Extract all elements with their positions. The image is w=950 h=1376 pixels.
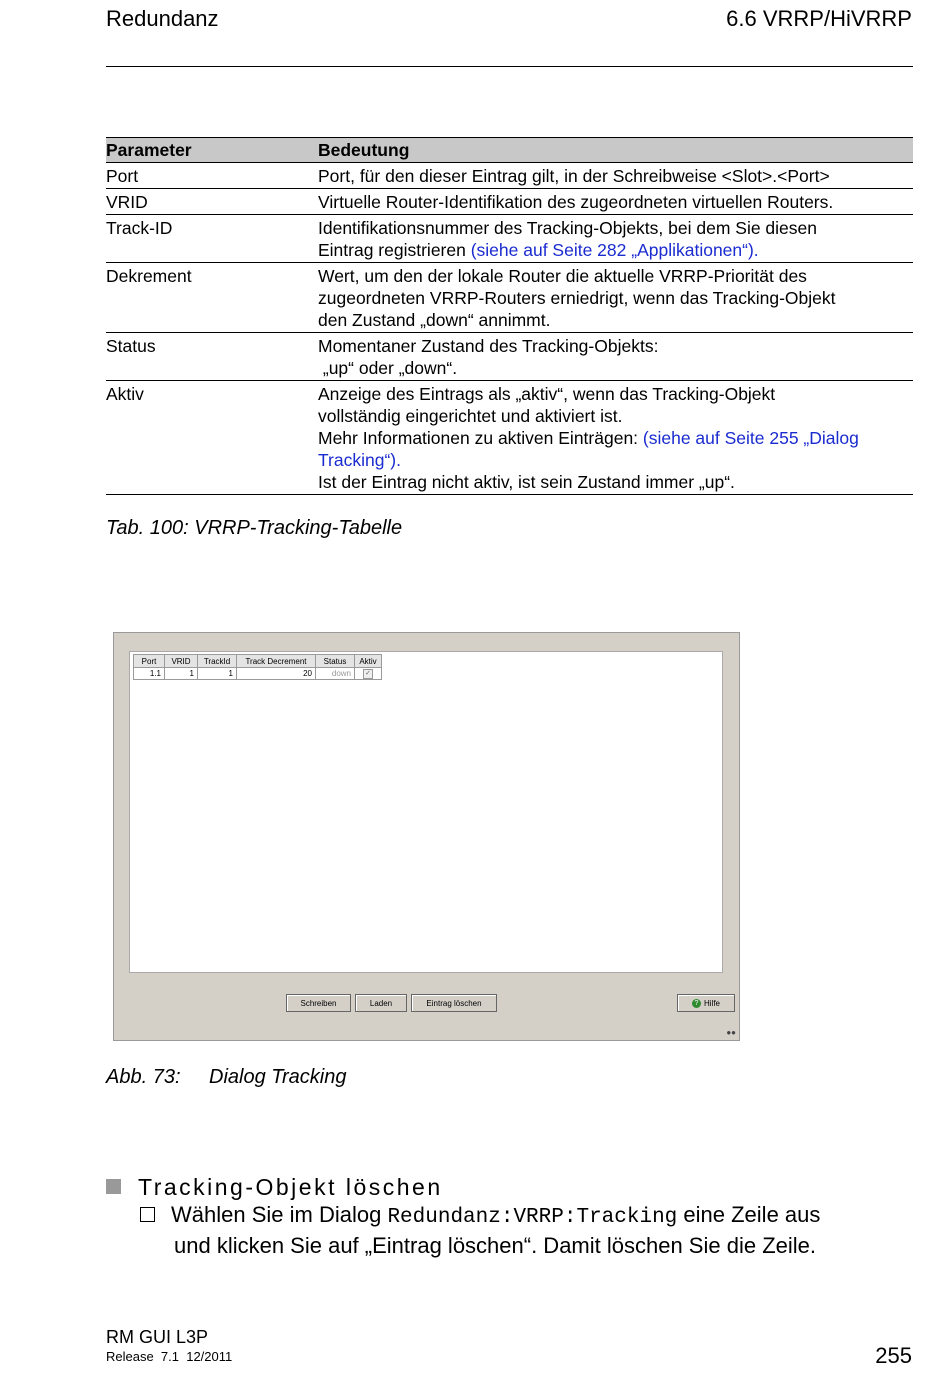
param-description — [318, 189, 913, 215]
figure-caption — [106, 1066, 346, 1089]
param-description — [318, 215, 913, 263]
figure-number: Abb. 73: — [106, 1066, 181, 1088]
param-name: Port — [106, 163, 318, 189]
grid-col-vrid[interactable]: VRID — [165, 655, 198, 668]
running-header-left: Redundanz — [106, 6, 219, 31]
step-text-post: eine Zeile aus — [677, 1202, 821, 1227]
tracking-grid — [133, 654, 382, 680]
table-row — [106, 333, 913, 381]
cell-trackid[interactable]: 1 — [198, 668, 237, 680]
param-description — [318, 333, 913, 381]
dialog-path: Redundanz:VRRP:Tracking — [387, 1206, 678, 1229]
step-text-pre: Wählen Sie im Dialog — [171, 1202, 388, 1227]
description-line: „up“ oder „down“. — [318, 358, 458, 378]
table-caption: Tab. 100: VRRP-Tracking-Tabelle — [106, 517, 403, 539]
description-line: Mehr Informationen zu aktiven Einträgen: — [318, 428, 643, 448]
cell-aktiv[interactable] — [355, 668, 382, 680]
tracking-table-panel — [129, 651, 723, 973]
cell-decrement[interactable]: 20 — [237, 668, 316, 680]
grid-col-aktiv[interactable]: Aktiv — [355, 655, 382, 668]
table-header-row — [106, 138, 913, 163]
description-line: zugeordneten VRRP-Routers erniedrigt, wenn das Tracking-Objekt — [318, 288, 836, 308]
section-bullet-icon — [106, 1179, 121, 1194]
description-line: Port, für den dieser Eintrag gilt, in der Schreibweise <Slot>.<Port> — [318, 166, 830, 186]
param-name: Aktiv — [106, 381, 318, 495]
param-name: Status — [106, 333, 318, 381]
param-name: Track-ID — [106, 215, 318, 263]
table-row — [106, 215, 913, 263]
description-line: Identifikationsnummer des Tracking-Objekts, bei dem Sie diesen — [318, 218, 817, 238]
help-icon: ? — [692, 999, 701, 1008]
param-name: Dekrement — [106, 263, 318, 333]
connection-status-icon: ●● — [726, 1028, 736, 1037]
table-row — [106, 189, 913, 215]
footer-doc-title: RM GUI L3P — [106, 1327, 209, 1347]
cell-port[interactable]: 1.1 — [134, 668, 165, 680]
cross-reference-link-cont[interactable]: Tracking“). — [318, 450, 401, 470]
grid-col-trackid[interactable]: TrackId — [198, 655, 237, 668]
table-row — [106, 263, 913, 333]
description-line: Momentaner Zustand des Tracking-Objekts: — [318, 336, 659, 356]
help-button[interactable] — [677, 994, 735, 1012]
parameter-table — [106, 137, 913, 495]
cross-reference-link[interactable]: (siehe auf Seite 282 „Applikationen“). — [470, 240, 759, 260]
figure-title: Dialog Tracking — [209, 1066, 347, 1088]
param-description — [318, 381, 913, 495]
section-title: Tracking-Objekt löschen — [138, 1174, 443, 1200]
description-line: Wert, um den der lokale Router die aktuelle VRRP-Priorität des — [318, 266, 807, 286]
table-row — [106, 381, 913, 495]
section-heading — [106, 1174, 443, 1201]
instruction-step — [140, 1201, 920, 1260]
header-rule — [106, 66, 913, 67]
delete-entry-button[interactable]: Eintrag löschen — [411, 994, 497, 1012]
checkbox-icon — [140, 1207, 155, 1222]
aktiv-checkbox[interactable]: ✓ — [363, 669, 373, 679]
running-header-right: 6.6 VRRP/HiVRRP — [726, 6, 912, 31]
grid-header-row — [134, 655, 382, 668]
param-description — [318, 263, 913, 333]
column-header-parameter: Parameter — [106, 138, 318, 163]
param-description — [318, 163, 913, 189]
footer-release: Release 7.1 12/2011 — [106, 1349, 233, 1364]
description-line: Virtuelle Router-Identifikation des zugeordneten virtuellen Routers. — [318, 192, 834, 212]
help-label: Hilfe — [703, 999, 720, 1008]
grid-col-port[interactable]: Port — [134, 655, 165, 668]
description-line: Anzeige des Eintrags als „aktiv“, wenn das Tracking-Objekt — [318, 384, 776, 404]
column-header-bedeutung: Bedeutung — [318, 138, 913, 163]
write-button[interactable]: Schreiben — [286, 994, 351, 1012]
table-row — [106, 163, 913, 189]
param-name: VRID — [106, 189, 318, 215]
page-number: 255 — [875, 1343, 912, 1368]
load-button[interactable]: Laden — [355, 994, 407, 1012]
description-line: den Zustand „down“ annimmt. — [318, 310, 551, 330]
cell-status: down — [316, 668, 355, 680]
table-row[interactable] — [134, 668, 382, 680]
step-text-line2: und klicken Sie auf „Eintrag löschen“. Damit löschen Sie die Zeile. — [174, 1233, 816, 1258]
tracking-dialog-screenshot — [113, 632, 740, 1041]
cell-vrid[interactable]: 1 — [165, 668, 198, 680]
cross-reference-link[interactable]: (siehe auf Seite 255 „Dialog — [642, 428, 859, 448]
description-line: Eintrag registrieren — [318, 240, 471, 260]
description-line: vollständig eingerichtet und aktiviert ist. — [318, 406, 623, 426]
grid-col-status[interactable]: Status — [316, 655, 355, 668]
description-line: Ist der Eintrag nicht aktiv, ist sein Zustand immer „up“. — [318, 472, 735, 492]
grid-col-track-decrement[interactable]: Track Decrement — [237, 655, 316, 668]
